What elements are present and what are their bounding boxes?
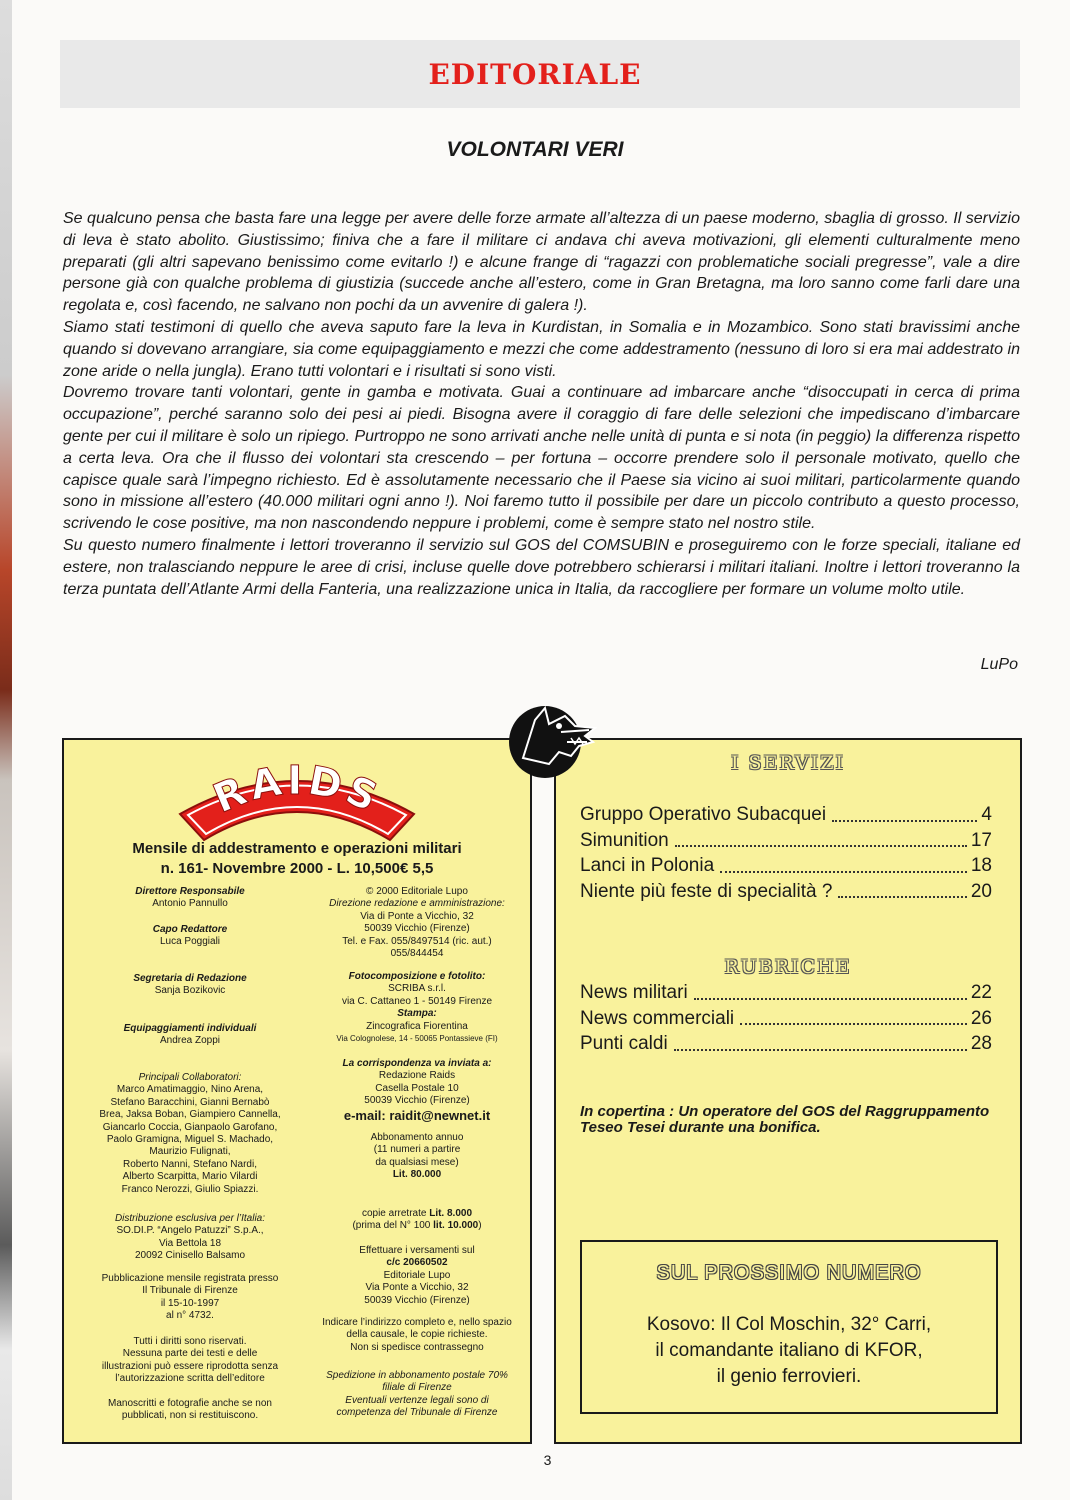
cover-caption: In copertina : Un operatore del GOS del Raggruppamento Teseo Tesei durante una bonifica. — [580, 1103, 990, 1136]
contents-panel — [554, 738, 1022, 1444]
page-number: 3 — [543, 1452, 552, 1468]
editorial-signature: LuPo — [980, 656, 1018, 673]
toc-item[interactable]: Simunition 17 — [580, 829, 992, 851]
services-list — [580, 802, 992, 904]
next-issue-body: Kosovo: Il Col Moschin, 32° Carri, il comandante italiano di KFOR, il genio ferrovieri. — [646, 1314, 932, 1387]
staff-block: Segretaria di Redazione Sanja Bozikovic — [133, 973, 247, 997]
editorial-paragraph: Dovremo trovare tanti volontari, gente in gamba e motivata. Guai a continuare ad imbarcare anche “disoccupati in cerca di prima occupazione”, perché saranno solo dei pesi ai piedi. Bisogna avere il coraggio di fare delle selezioni che impediscano d’imbarcare gente per cui il militare è solo un ripiego. Purtroppo ne sono arrivati anche nelle unità di punta e si nota (in peggio) la differenza rispetto a certa leva. Ora che il flusso dei volontari sta crescendo – per fortuna – occorre prendere solo il personale motivato, quello che capisce quale sarà l’impegno richiesto. Ed è assolutamente necessario che il Paese sia vicino ai suoi militari, particolarmente quando sono in missione all’estero (40.000 militari ogni anno !). Noi faremo tutto il possibile per dare un piccolo contributo a questo processo, scrivendo le cose positive, ma non nascondendo neppure i problemi, come è sempre stato nel nostro stile. — [63, 384, 1020, 533]
staff-block: Equipaggiamenti individuali Andrea Zoppi — [123, 1023, 257, 1047]
notice-block: Indicare l’indirizzo completo e, nello spazio della causale, le copie richieste. Non si spedisce contrassegno — [322, 1317, 512, 1353]
editorial-body — [63, 208, 1020, 600]
manuscripts-block: Manoscritti e fotografie anche se non pubblicati, non si restituiscono. — [108, 1398, 272, 1422]
toc-item[interactable]: News commerciali 26 — [580, 1007, 992, 1029]
editorial-paragraph: Se qualcuno pensa che basta fare una legge per avere delle forze armate all’altezza di un paese moderno, sbaglia di grosso. Il servizio di leva è stato abolito. Giustissimo; finiva che a fare il militare ci andava chi aveva motivazioni, gli elementi culturalmente meno preparati (gli altri sapevano benissimo come evitarlo !) e alcune frange di “ragazzi con problematiche sociali pregresse”, vale a dire persone già con qualche problema di giustizia (succede anche all’estero, come in Gran Bretagna, ma loro sanno come farli dare una regolata e, così facendo, ne salvano non pochi da un avvenire di galera !). — [63, 210, 1020, 315]
toc-item[interactable]: Gruppo Operativo Subacquei 4 — [580, 804, 992, 825]
registration-block: Pubblicazione mensile registrata presso Il Tribunale di Firenze il 15-10-1997 al n° 4732. — [101, 1273, 279, 1322]
postal-block: Spedizione in abbonamento postale 70% filiale di Firenze Eventuali vertenze legali sono di competenza del Tribunale di Firenze — [326, 1370, 508, 1419]
back-issues-block: copie arretrate Lit. 8.000 (prima del N° 100 lit. 10.000) — [352, 1208, 482, 1232]
subscription-block: Abbonamento annuo (11 numeri a partire da qualsiasi mese) Lit. 80.000 — [370, 1132, 464, 1181]
next-issue-heading: SUL PROSSIMO NUMERO — [656, 1262, 922, 1284]
rights-block: Tutti i diritti sono riservati. Nessuna parte dei testi e delle illustrazioni può essere riprodotta senza l’autorizzazione scritta dell’editore — [101, 1336, 279, 1385]
direction-block: © 2000 Editoriale Lupo Direzione redazione e amministrazione: Via di Ponte a Vicchio, 32 50039 Vicchio (Firenze) Tel. e Fax. 055/8497514 (ric. aut.) 055/844454 — [329, 886, 505, 960]
next-issue-box — [580, 1240, 998, 1414]
toc-item[interactable]: Lanci in Polonia 18 — [580, 855, 992, 876]
services-heading: I SERVIZI — [731, 752, 845, 774]
mail-block: La corrispondenza va inviata a: Redazione Raids Casella Postale 10 50039 Vicchio (Firenze) e-mail: raidit@newnet.it — [312, 1058, 522, 1123]
email-address: e-mail: raidit@newnet.it — [343, 1107, 491, 1123]
staff-block: Direttore Responsabile Antonio Pannullo — [135, 886, 245, 910]
editorial-paragraph: Su questo numero finalmente i lettori troveranno il servizio sul GOS del COMSUBIN e proseguiremo con le forze speciali, italiane ed estere, non tralasciando neppure le aree di crisi, incluse quelle dove potrebbero schierarsi i militari italiani. Inoltre i lettori troveranno la terza puntata dell’Atlante Armi della Fanteria, una realizzazione unica in Italia, da raccogliere per formare un volume molto utile. — [63, 536, 1020, 598]
collaborators-block: Principali Collaboratori: Marco Amatimaggio, Nino Arena, Stefano Baracchini, Gianni Bernabò Brea, Jaksa Boban, Giampiero Cannella, Giancarlo Coccia, Gianpaolo Garofano, Paolo Gramigna, Miguel S. Machado, Maurizio Fulignati, Roberto Nanni, Stefano Nardi, Alberto Scarpitta, Mario Vilardi Franco Nerozzi, Giulio Spiazzi. — [99, 1072, 281, 1195]
page-edge — [0, 0, 12, 1500]
logo-text: RAIDS — [206, 757, 388, 823]
wolf-emblem-icon — [505, 700, 597, 778]
toc-item[interactable]: Niente più feste di specialità ? 20 — [580, 880, 992, 902]
toc-item[interactable]: Punti caldi 28 — [580, 1033, 992, 1054]
payment-block: Effettuare i versamenti sul c/c 20660502 Editoriale Lupo Via Ponte a Vicchio, 32 50039 Vicchio (Firenze) — [359, 1245, 475, 1306]
rubrics-heading: RUBRICHE — [724, 956, 852, 978]
staff-block: Capo Redattore Luca Poggiali — [152, 924, 228, 948]
raids-logo — [174, 754, 420, 842]
editorial-headline: VOLONTARI VERI — [446, 138, 624, 161]
toc-item[interactable]: News militari 22 — [580, 982, 992, 1003]
editorial-title: EDITORIALE — [428, 58, 642, 91]
rubrics-list — [580, 980, 992, 1057]
masthead-panel — [62, 738, 532, 1444]
typesetting-block: Fotocomposizione e fotolito: SCRIBA s.r.l. via C. Cattaneo 1 - 50149 Firenze Stampa: Zincografica Fiorentina Via Colognolese, 14 - 50065 Pontassieve (FI) — [336, 971, 498, 1044]
issue-line: n. 161- Novembre 2000 - L. 10,500€ 5,5 — [160, 860, 434, 877]
masthead-subtitle: Mensile di addestramento e operazioni militari — [132, 840, 462, 857]
distribution-block: Distribuzione esclusiva per l’Italia: SO.DI.P. “Angelo Patuzzi” S.p.A., Via Bettola 18 20092 Cinisello Balsamo — [114, 1213, 266, 1262]
editorial-paragraph: Siamo stati testimoni di quello che aveva saputo fare la leva in Kurdistan, in Somalia e in Mozambico. Sono stati bravissimi anche quando si dovevano arrangiare, sia come equipaggiamento e mezzi che come addestramento (nessuno di loro si era mai addestrato in zone aride o nella jungla). Erano tutti volontari e i risultati si sono visti. — [63, 318, 1020, 380]
